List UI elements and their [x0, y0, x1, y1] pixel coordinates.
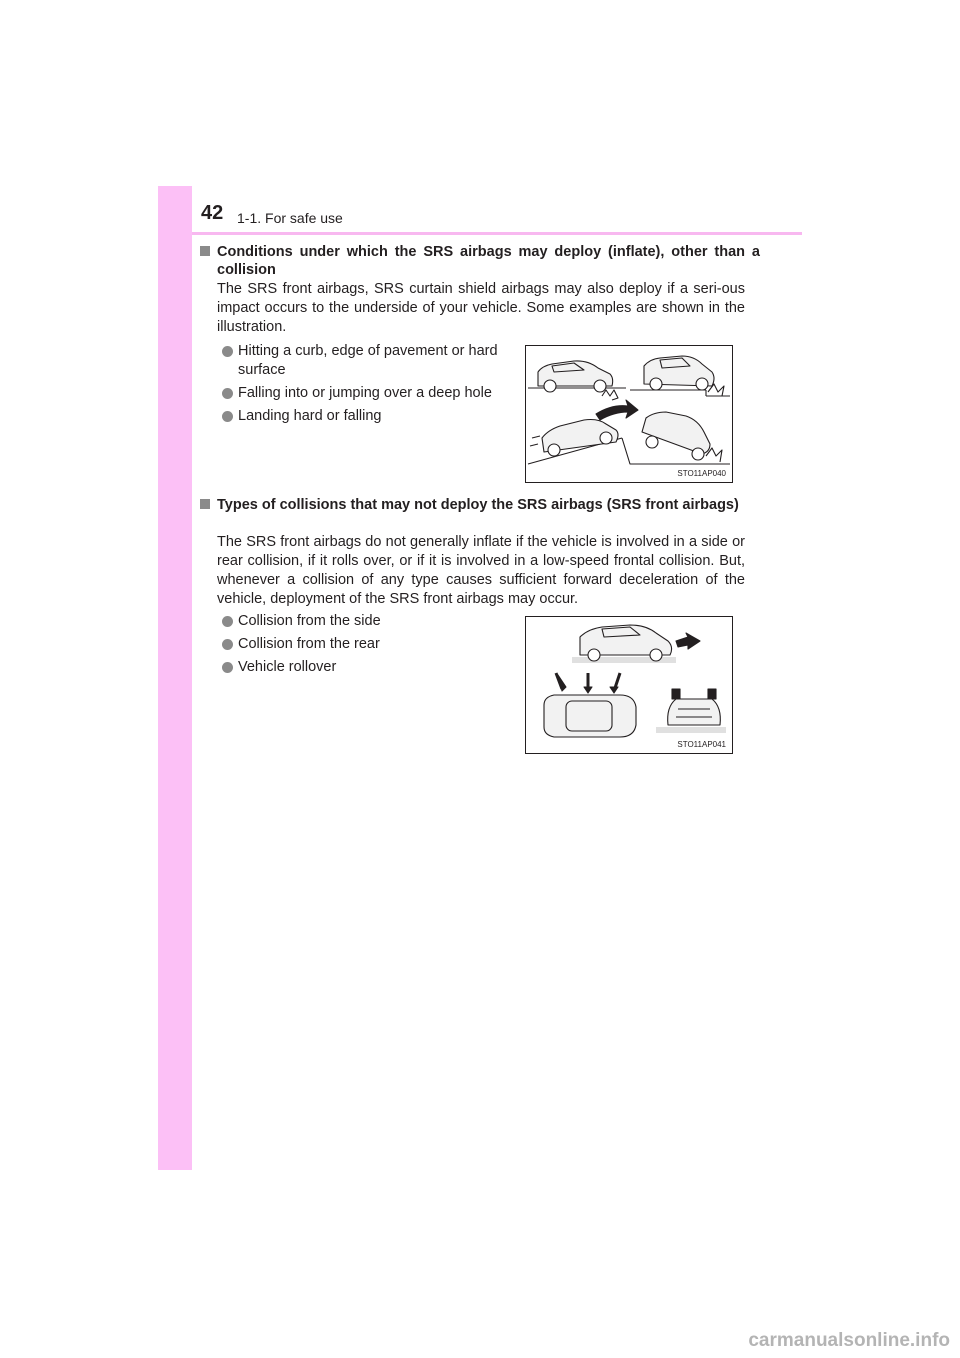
bullet-list-non-deploy — [222, 612, 502, 677]
watermark: carmanualsonline.info — [748, 1330, 950, 1351]
circle-bullet-icon — [222, 616, 233, 627]
figure-code: STO11AP040 — [677, 469, 726, 478]
circle-bullet-icon — [222, 411, 233, 422]
illustration-collision-directions — [525, 616, 733, 754]
list-item: Falling into or jumping over a deep hole — [222, 384, 514, 403]
circle-bullet-icon — [222, 388, 233, 399]
circle-bullet-icon — [222, 639, 233, 650]
figure-code: STO11AP041 — [677, 740, 726, 749]
list-item: Collision from the side — [222, 612, 502, 631]
heading-deploy-conditions — [200, 243, 760, 279]
car-impact-illustration — [526, 346, 732, 482]
paragraph-non-deploy-collisions: The SRS front airbags do not generally inflate if the vehicle is involved in a side or rear collision, if it rolls over, or if it is involved in a low-speed frontal collision. But, whenever a collision of any type causes sufficient forward deceleration of the vehicle, deployment of the SRS front airbags may occur. — [217, 534, 745, 607]
list-item: Vehicle rollover — [222, 658, 502, 677]
list-item: Hitting a curb, edge of pavement or hard surface — [222, 342, 514, 380]
circle-bullet-icon — [222, 346, 233, 357]
header-rule — [192, 232, 802, 235]
heading-non-deploy-collisions — [200, 496, 760, 514]
collision-types-illustration — [526, 617, 732, 753]
square-bullet-icon — [200, 246, 210, 256]
section-title: 1-1. For safe use — [237, 210, 343, 226]
square-bullet-icon — [200, 499, 210, 509]
chapter-sidebar-tab — [158, 186, 192, 1170]
paragraph-deploy-conditions: The SRS front airbags, SRS curtain shield airbags may also deploy if a seri-ous impact occurs to the underside of your vehicle. Some examples are shown in the illustration. — [217, 281, 745, 335]
list-item: Landing hard or falling — [222, 407, 514, 426]
heading-text: Conditions under which the SRS airbags may deploy (inflate), other than a collision — [217, 244, 760, 278]
list-item: Collision from the rear — [222, 635, 502, 654]
circle-bullet-icon — [222, 662, 233, 673]
page-number: 42 — [201, 202, 224, 224]
heading-text: Types of collisions that may not deploy the SRS airbags (SRS front airbags) — [217, 497, 739, 513]
bullet-list-deploy — [222, 342, 514, 426]
illustration-undercarriage-impacts — [525, 345, 733, 483]
